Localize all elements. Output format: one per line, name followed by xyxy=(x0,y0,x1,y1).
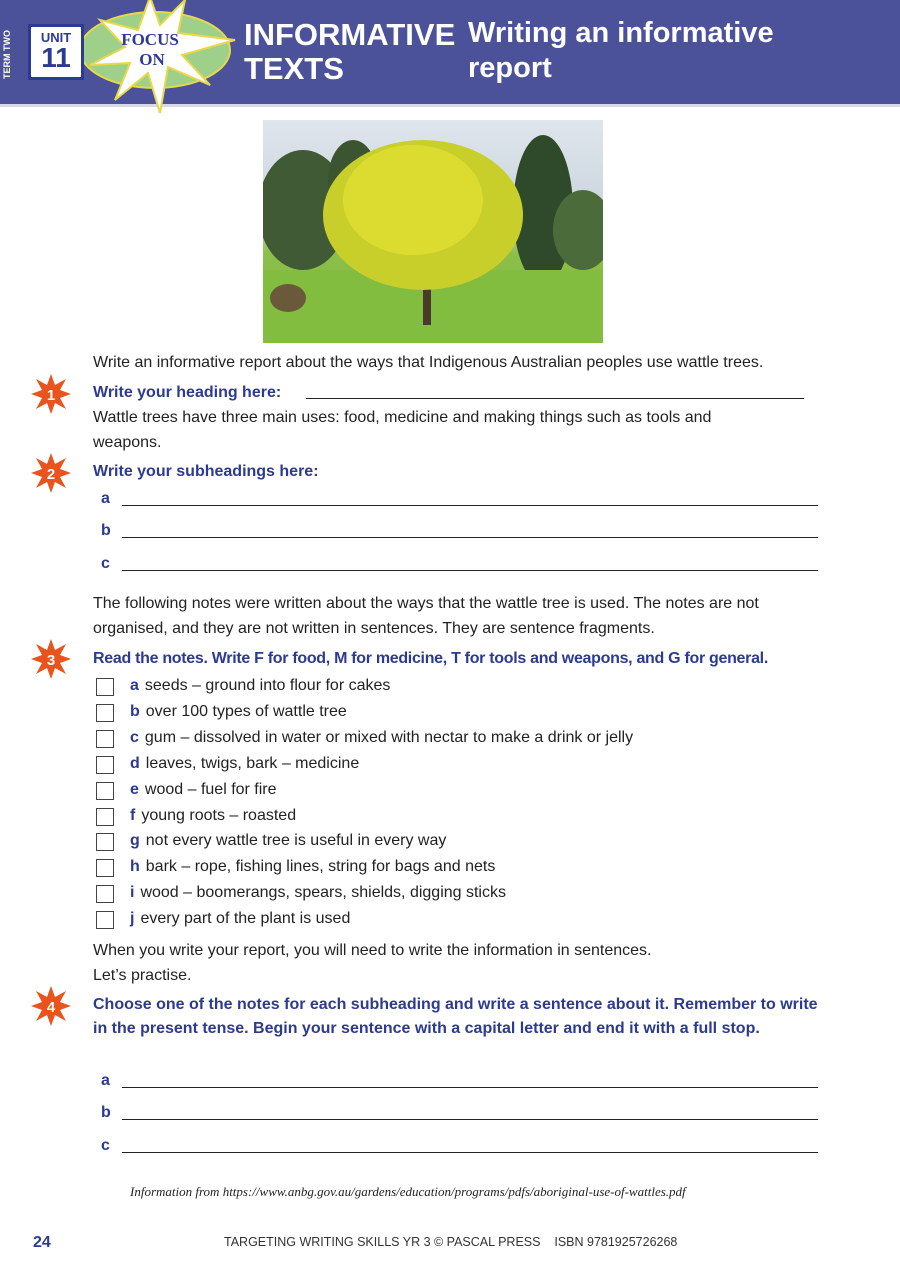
note-a-checkbox[interactable] xyxy=(96,678,114,696)
note-letter: b xyxy=(130,702,140,720)
note-text: bark – rope, fishing lines, string for bags and nets xyxy=(145,858,496,876)
note-item xyxy=(130,755,359,773)
svg-text:4: 4 xyxy=(46,999,56,1016)
question-3-star-icon xyxy=(30,638,72,680)
subheading-c-line[interactable] xyxy=(122,570,818,571)
note-letter: d xyxy=(130,754,140,772)
note-text: over 100 types of wattle tree xyxy=(145,702,347,720)
focus-label: FOCUS xyxy=(121,30,179,49)
practise-text-2: Let’s practise. xyxy=(93,967,192,984)
note-letter: f xyxy=(130,806,136,824)
sentence-a-line[interactable] xyxy=(122,1087,818,1088)
subheading-b-line[interactable] xyxy=(122,537,818,538)
unit-badge xyxy=(28,24,84,80)
footer-text: TARGETING WRITING SKILLS YR 3 © PASCAL PRESS ISBN 9781925726268 xyxy=(224,1235,678,1249)
note-letter: e xyxy=(130,780,139,798)
practise-text-1: When you write your report, you will need to write the information in sentences. xyxy=(93,942,652,959)
note-text: seeds – ground into flour for cakes xyxy=(144,677,391,694)
note-text: every part of the plant is used xyxy=(140,910,351,928)
question-2-prompt: Write your subheadings here: xyxy=(93,463,319,480)
sentence-a-label: a xyxy=(101,1072,110,1089)
wattle-tree-photo xyxy=(263,120,603,343)
note-h-checkbox[interactable] xyxy=(96,859,114,877)
notes-intro-text: The following notes were written about the ways that the wattle tree is used. The notes are not organised, and they are not written in sentences. They are sentence fragments. xyxy=(93,595,759,637)
note-j-checkbox[interactable] xyxy=(96,911,114,929)
note-text: young roots – roasted xyxy=(141,806,297,824)
note-c-checkbox[interactable] xyxy=(96,730,114,748)
note-text: not every wattle tree is useful in every way xyxy=(145,832,447,850)
unit-number: 11 xyxy=(41,42,71,73)
intro-text: Write an informative report about the ways that Indigenous Australian peoples use wattle trees. xyxy=(93,354,764,371)
page-title: Writing an informative report xyxy=(468,17,774,84)
note-g-checkbox[interactable] xyxy=(96,833,114,851)
sentence-c-line[interactable] xyxy=(122,1152,818,1153)
note-item xyxy=(130,884,506,902)
note-text: wood – boomerangs, spears, shields, digging sticks xyxy=(140,884,506,902)
svg-text:2: 2 xyxy=(46,466,56,483)
note-f-checkbox[interactable] xyxy=(96,808,114,826)
question-4-prompt: Choose one of the notes for each subheading and write a sentence about it. Remember to write in the present tense. Begin your sentence with a capital letter and end it with a full stop. xyxy=(93,996,818,1037)
note-i-checkbox[interactable] xyxy=(96,885,114,903)
question-3-prompt: Read the notes. Write F for food, M for medicine, T for tools and weapons, and G for general. xyxy=(93,650,768,667)
focus-on-burst xyxy=(60,0,240,120)
svg-text:ON: ON xyxy=(139,50,165,69)
source-citation: Information from https://www.anbg.gov.au/gardens/education/programs/pdfs/aboriginal-use-of-wattles.pdf xyxy=(130,1184,686,1199)
note-letter: j xyxy=(130,910,135,928)
note-item xyxy=(130,729,633,747)
note-item xyxy=(130,677,390,695)
subheading-a-line[interactable] xyxy=(122,505,818,506)
note-b-checkbox[interactable] xyxy=(96,704,114,722)
svg-text:3: 3 xyxy=(46,652,56,669)
question-2-star-icon xyxy=(30,452,72,494)
question-1-prompt: Write your heading here: xyxy=(93,384,282,401)
note-item xyxy=(130,781,277,799)
subheading-c-label: c xyxy=(101,555,110,572)
unit-label: UNIT xyxy=(40,30,72,45)
note-item xyxy=(130,703,347,721)
note-letter: h xyxy=(130,858,140,876)
heading-answer-line[interactable] xyxy=(306,398,804,399)
svg-text:1: 1 xyxy=(46,387,56,404)
note-item xyxy=(130,858,495,876)
note-text: wood – fuel for fire xyxy=(144,780,277,798)
note-letter: i xyxy=(130,884,135,902)
subheading-b-label: b xyxy=(101,522,111,539)
question-1-star-icon xyxy=(30,373,72,415)
topic-title: INFORMATIVE TEXTS xyxy=(244,17,456,86)
sentence-b-line[interactable] xyxy=(122,1119,818,1120)
note-text: leaves, twigs, bark – medicine xyxy=(145,754,360,772)
note-item xyxy=(130,832,446,850)
sentence-b-label: b xyxy=(101,1104,111,1121)
term-label: TERM TWO xyxy=(2,30,12,80)
note-text: gum – dissolved in water or mixed with nectar to make a drink or jelly xyxy=(144,728,634,746)
wattle-uses-text: Wattle trees have three main uses: food, medicine and making things such as tools and weapons. xyxy=(93,409,712,451)
note-item xyxy=(130,807,296,825)
note-letter: g xyxy=(130,832,140,850)
note-letter: a xyxy=(130,677,139,694)
note-letter: c xyxy=(130,728,139,746)
sentence-c-label: c xyxy=(101,1137,110,1154)
note-e-checkbox[interactable] xyxy=(96,782,114,800)
page-number: 24 xyxy=(33,1234,51,1251)
note-item xyxy=(130,910,350,928)
header-banner xyxy=(0,0,900,107)
note-d-checkbox[interactable] xyxy=(96,756,114,774)
question-4-star-icon xyxy=(30,985,72,1027)
subheading-a-label: a xyxy=(101,490,110,507)
